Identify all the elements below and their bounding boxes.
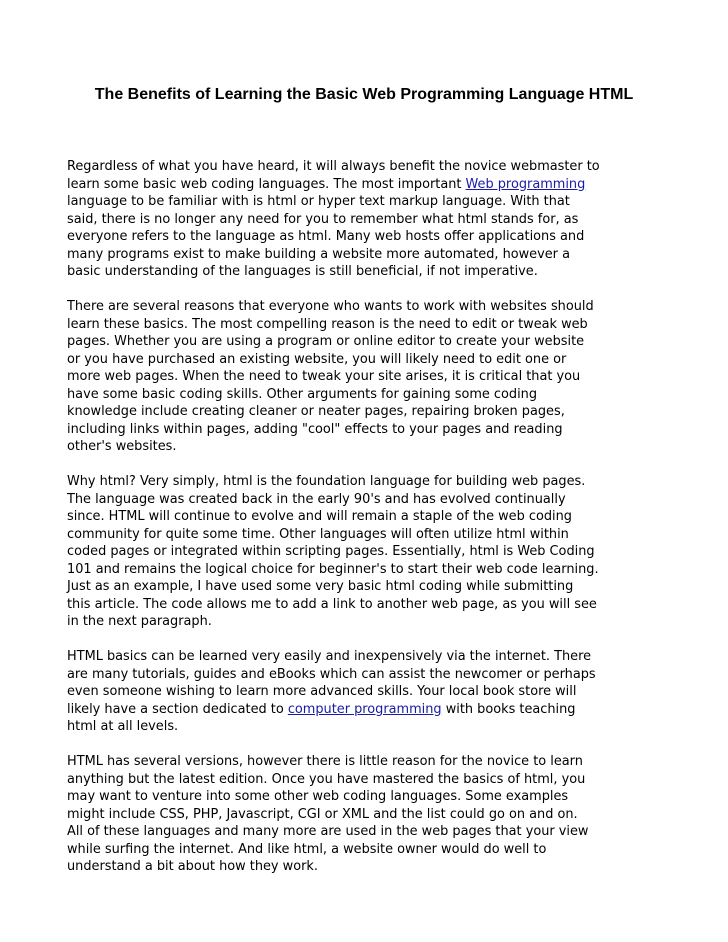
paragraph xyxy=(67,473,667,631)
text-run: community for quite some time. Other languages will often utilize html within xyxy=(67,526,569,542)
text-line xyxy=(67,771,667,789)
paragraph xyxy=(67,753,667,876)
text-line xyxy=(67,351,667,369)
text-run: even someone wishing to learn more advanced skills. Your local book store will xyxy=(67,684,577,699)
text-run: other's websites. xyxy=(67,439,177,454)
text-run: may want to venture into some other web coding languages. Some examples xyxy=(67,789,569,804)
text-run: are many tutorials, guides and eBooks which can assist the newcomer or perhaps xyxy=(67,666,596,682)
text-run: Regardless of what you have heard, it will always benefit the novice webmaster to xyxy=(67,159,600,174)
text-line xyxy=(67,316,667,334)
text-line xyxy=(67,561,667,579)
text-line xyxy=(67,788,667,806)
paragraph xyxy=(67,648,667,736)
text-line xyxy=(67,841,667,859)
paragraph xyxy=(67,298,667,456)
text-line xyxy=(67,211,667,229)
text-run: understand a bit about how they work. xyxy=(67,859,318,874)
text-line xyxy=(67,491,667,509)
text-line xyxy=(67,806,667,824)
text-run: Why html? Very simply, html is the foundation language for building web pages. xyxy=(67,474,586,489)
text-line xyxy=(67,298,667,316)
text-line xyxy=(67,701,667,719)
text-line xyxy=(67,246,667,264)
text-run: many programs exist to make building a website more automated, however a xyxy=(67,246,570,262)
text-run: HTML has several versions, however there is little reason for the novice to learn xyxy=(67,754,583,769)
text-line xyxy=(67,176,667,194)
text-run: language to be familiar with is html or hyper text markup language. With that xyxy=(67,194,570,209)
text-line xyxy=(67,403,667,421)
text-run: have some basic coding skills. Other arguments for gaining some coding xyxy=(67,386,538,402)
text-run: HTML basics can be learned very easily and inexpensively via the internet. There xyxy=(67,649,592,664)
text-run: in the next paragraph. xyxy=(67,614,212,629)
text-run: pages. Whether you are using a program or online editor to create your website xyxy=(67,334,585,349)
text-run: with books teaching xyxy=(441,701,576,717)
text-run: might include CSS, PHP, Javascript, CGI or XML and the list could go on and on. xyxy=(67,806,578,822)
text-run: The language was created back in the early 90's and has evolved continually xyxy=(67,491,566,507)
text-run: while surfing the internet. And like html, a website owner would do well to xyxy=(67,841,547,857)
text-line xyxy=(67,193,667,211)
text-line xyxy=(67,473,667,491)
text-line xyxy=(67,753,667,771)
text-run: anything but the latest edition. Once you have mastered the basics of html, you xyxy=(67,771,586,787)
text-line xyxy=(67,368,667,386)
text-line xyxy=(67,683,667,701)
text-line xyxy=(67,543,667,561)
text-run: learn these basics. The most compelling reason is the need to edit or tweak web xyxy=(67,316,588,332)
text-run: since. HTML will continue to evolve and will remain a staple of the web coding xyxy=(67,509,572,524)
text-line xyxy=(67,228,667,246)
text-run: likely have a section dedicated to xyxy=(67,701,288,717)
text-run: coded pages or integrated within scripting pages. Essentially, html is Web Coding xyxy=(67,544,595,559)
text-run: There are several reasons that everyone who wants to work with websites should xyxy=(67,299,594,314)
text-line xyxy=(67,158,667,176)
text-line xyxy=(67,526,667,544)
text-run: or you have purchased an existing website, you will likely need to edit one or xyxy=(67,351,567,367)
document-title: The Benefits of Learning the Basic Web Programming Language HTML xyxy=(94,86,634,103)
text-run: basic understanding of the languages is still beneficial, if not imperative. xyxy=(67,264,538,279)
text-line xyxy=(67,858,667,876)
text-line xyxy=(67,508,667,526)
text-run: said, there is no longer any need for you to remember what html stands for, as xyxy=(67,211,579,227)
text-run: All of these languages and many more are used in the web pages that your view xyxy=(67,824,589,839)
document-body xyxy=(67,158,667,893)
text-run: this article. The code allows me to add a link to another web page, as you will see xyxy=(67,596,597,612)
text-line xyxy=(67,666,667,684)
text-run: everyone refers to the language as html. Many web hosts offer applications and xyxy=(67,229,585,244)
text-run: Just as an example, I have used some very basic html coding while submitting xyxy=(67,579,574,594)
text-line xyxy=(67,263,667,281)
text-line xyxy=(67,386,667,404)
text-line xyxy=(67,333,667,351)
text-line xyxy=(67,578,667,596)
text-run: including links within pages, adding "cool" effects to your pages and reading xyxy=(67,421,563,437)
text-run: html at all levels. xyxy=(67,719,179,734)
text-run: learn some basic web coding languages. The most important xyxy=(67,176,466,192)
text-line xyxy=(67,596,667,614)
inline-link[interactable]: computer programming xyxy=(287,701,442,717)
text-line xyxy=(67,421,667,439)
paragraph xyxy=(67,158,667,281)
text-line xyxy=(67,438,667,456)
text-line xyxy=(67,718,667,736)
text-line xyxy=(67,613,667,631)
text-run: more web pages. When the need to tweak your site arises, it is critical that you xyxy=(67,369,581,384)
text-run: knowledge include creating cleaner or neater pages, repairing broken pages, xyxy=(67,404,565,419)
inline-link[interactable]: Web programming xyxy=(465,176,586,192)
text-line xyxy=(67,823,667,841)
text-line xyxy=(67,648,667,666)
text-run: 101 and remains the logical choice for beginner's to start their web code learning. xyxy=(67,561,599,577)
